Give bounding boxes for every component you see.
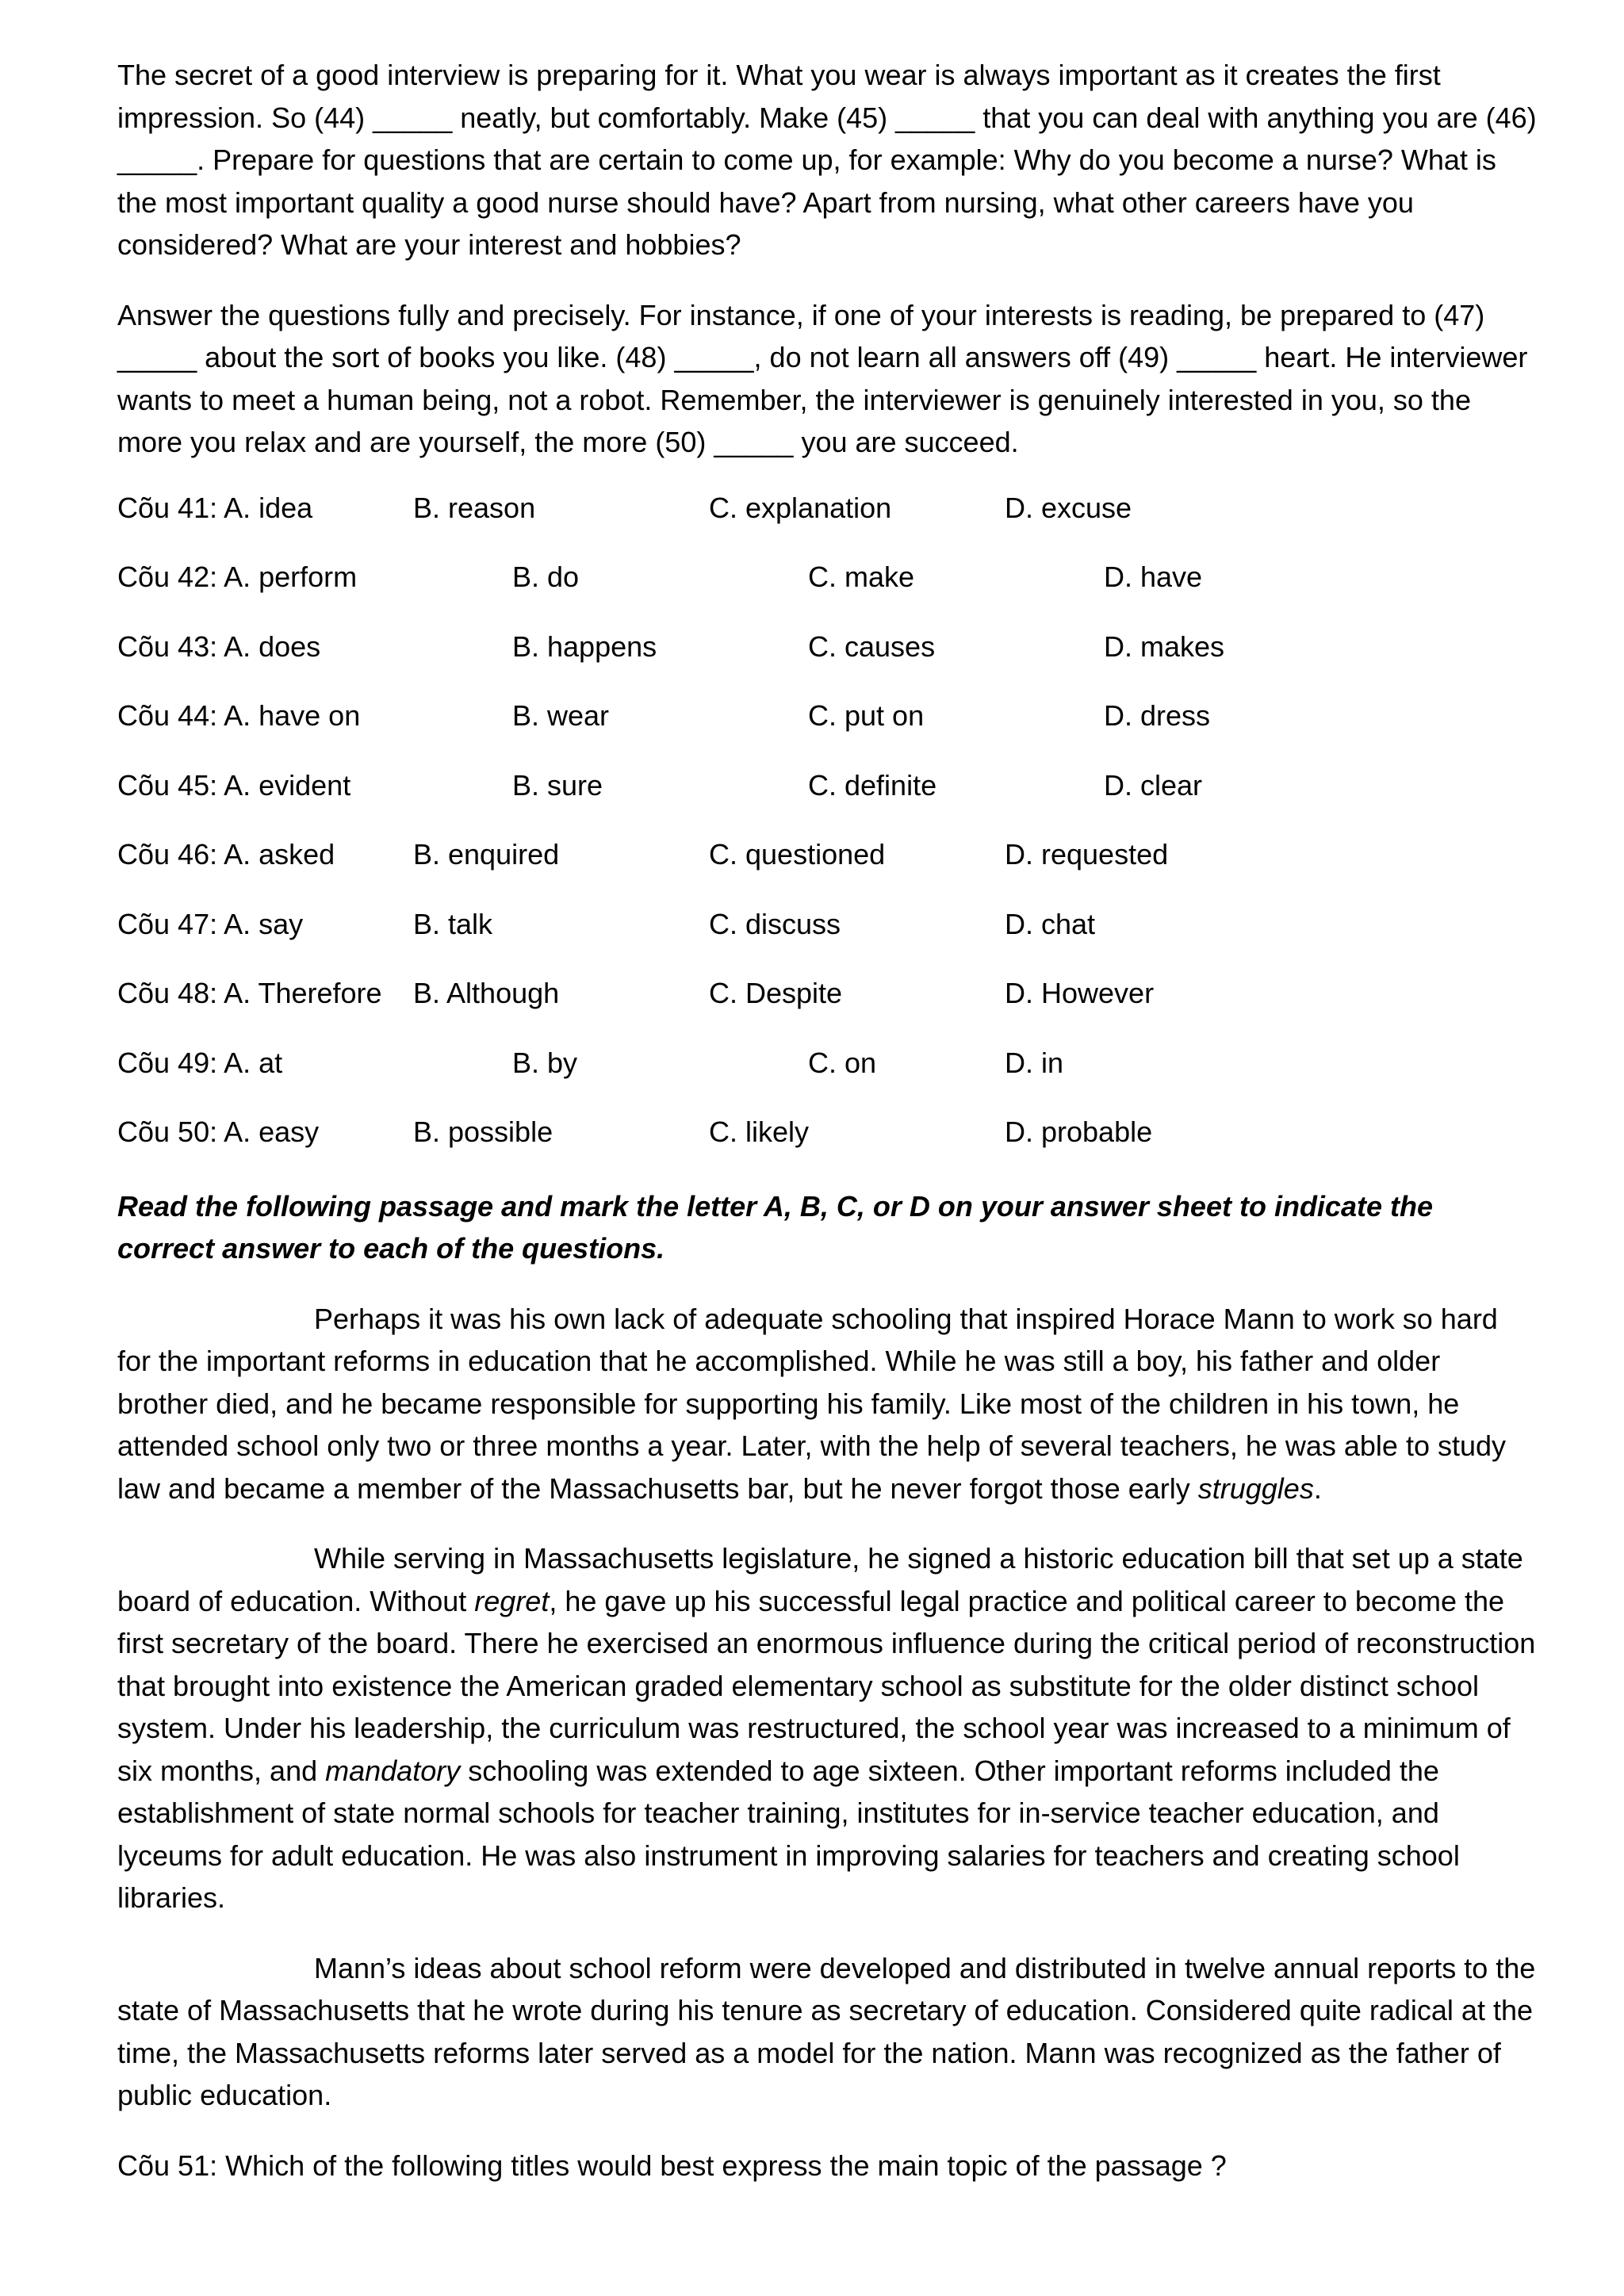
- question-41-option-a: Cõu 41: A. idea: [117, 491, 313, 524]
- question-49-option-c: C. on: [808, 1046, 877, 1079]
- question-42-option-a: Cõu 42: A. perform: [117, 561, 358, 593]
- question-44-option-c: C. put on: [808, 699, 925, 732]
- question-41-option-b: B. reason: [413, 491, 536, 524]
- question-48-option-d: D. However: [1005, 977, 1155, 1009]
- question-50-option-b: B. possible: [413, 1115, 553, 1148]
- question-row-45: [117, 769, 1537, 812]
- question-50-option-a: Cõu 50: A. easy: [117, 1115, 320, 1148]
- cloze-paragraph-2: Answer the questions fully and precisely. For instance, if one of your interests is reading, be prepared to (47) _____ about the sort of books you like. (48) _____, do not learn all answers off (49) _____ heart. He interviewer wants to meet a human being, not a robot. Remember, the interviewer is genuinely interested in you, so the more you relax and are yourself, the more (50) _____ you are succeed.: [117, 298, 1528, 458]
- question-46-option-a: Cõu 46: A. asked: [117, 838, 335, 871]
- question-row-47: [117, 908, 1537, 951]
- question-45-option-a: Cõu 45: A. evident: [117, 768, 351, 802]
- reading-paragraph-1: Perhaps it was his own lack of adequate schooling that inspired Horace Mann to work so hard for the important reforms in education that he accomplished. While he was still a boy, his father and older brother died, and he became responsible for supporting his family. Like most of the children in his town, he attended school only two or three months a year. Later, with the help of several teachers, he was able to study law and became a member of the Massachusetts bar, but he never forgot those early struggles.: [117, 1302, 1507, 1505]
- question-row-41: [117, 492, 1537, 534]
- question-47-option-a: Cõu 47: A. say: [117, 907, 304, 940]
- question-46-option-b: B. enquired: [413, 838, 560, 871]
- question-42-option-c: C. make: [808, 561, 915, 593]
- term-mandatory: mandatory: [325, 1754, 461, 1787]
- question-45-option-d: D. clear: [1104, 768, 1203, 802]
- question-46-option-d: D. requested: [1005, 838, 1169, 871]
- document-page: [117, 54, 1537, 2187]
- reading-paragraph-3: Mann’s ideas about school reform were developed and distributed in twelve annual reports to the state of Massachusetts that he wrote during his tenure as secretary of education. Considered quite radical at the time, the Massachusetts reforms later served as a model for the nation. Mann was recognized as the father of public education.: [117, 1951, 1536, 2111]
- question-48-option-a: Cõu 48: A. Therefore: [117, 977, 382, 1009]
- question-41-option-c: C. explanation: [709, 491, 892, 524]
- question-50-option-c: C. likely: [709, 1115, 810, 1148]
- question-44-option-a: Cõu 44: A. have on: [117, 699, 361, 732]
- question-47-option-d: D. chat: [1005, 907, 1096, 940]
- question-46-option-c: C. questioned: [709, 838, 886, 871]
- question-row-50: [117, 1115, 1537, 1158]
- question-49-option-a: Cõu 49: A. at: [117, 1046, 283, 1079]
- question-48-option-b: B. Although: [413, 977, 560, 1009]
- question-row-48: [117, 977, 1537, 1020]
- question-51: Cõu 51: Which of the following titles would best express the main topic of the passage ?: [117, 2149, 1227, 2182]
- question-47-option-c: C. discuss: [709, 907, 841, 940]
- question-row-44: [117, 699, 1537, 742]
- reading-paragraph-2: While serving in Massachusetts legislature, he signed a historic education bill that set up a state board of education. Without regret, he gave up his successful legal practice and political career to become the first secretary of the board. There he exercised an enormous influence during the critical period of reconstruction that brought into existence the American graded elementary school as substitute for the older distinct school system. Under his leadership, the curriculum was restructured, the school year was increased to a minimum of six months, and mandatory schooling was extended to age sixteen. Other important reforms included the establishment of state normal schools for teacher training, institutes for in-service teacher education, and lyceums for adult education. He was also instrument in improving salaries for teachers and creating school libraries.: [117, 1542, 1536, 1914]
- reading-instruction: Read the following passage and mark the letter A, B, C, or D on your answer sheet to indicate the correct answer to each of the questions.: [117, 1189, 1433, 1265]
- question-43-option-a: Cõu 43: A. does: [117, 629, 321, 663]
- question-49-option-d: D. in: [1005, 1046, 1064, 1079]
- question-44-option-b: B. wear: [512, 699, 610, 732]
- question-41-option-d: D. excuse: [1005, 491, 1132, 524]
- question-48-option-c: C. Despite: [709, 977, 843, 1009]
- question-45-option-b: B. sure: [512, 768, 603, 802]
- answer-options: [117, 492, 1537, 1158]
- question-row-42: [117, 561, 1537, 603]
- term-regret: regret: [474, 1584, 550, 1617]
- question-45-option-c: C. definite: [808, 768, 937, 802]
- question-43-option-b: B. happens: [512, 629, 657, 663]
- question-42-option-b: B. do: [512, 561, 580, 593]
- question-42-option-d: D. have: [1104, 561, 1203, 593]
- question-row-49: [117, 1047, 1537, 1089]
- question-44-option-d: D. dress: [1104, 699, 1211, 732]
- question-43-option-c: C. causes: [808, 629, 936, 663]
- question-43-option-d: D. makes: [1104, 629, 1225, 663]
- term-struggles: struggles: [1197, 1471, 1314, 1505]
- question-47-option-b: B. talk: [413, 907, 493, 940]
- question-row-43: [117, 630, 1537, 673]
- cloze-paragraph-1: The secret of a good interview is preparing for it. What you wear is always important as it creates the first impression. So (44) _____ neatly, but comfortably. Make (45) _____ that you can deal with anything you are (46) _____. Prepare for questions that are certain to come up, for example: Why do you become a nurse? What is the most important quality a good nurse should have? Apart from nursing, what other careers have you considered? What are your interest and hobbies?: [117, 59, 1537, 261]
- question-49-option-b: B. by: [512, 1046, 578, 1079]
- question-50-option-d: D. probable: [1005, 1115, 1153, 1148]
- question-row-46: [117, 838, 1537, 881]
